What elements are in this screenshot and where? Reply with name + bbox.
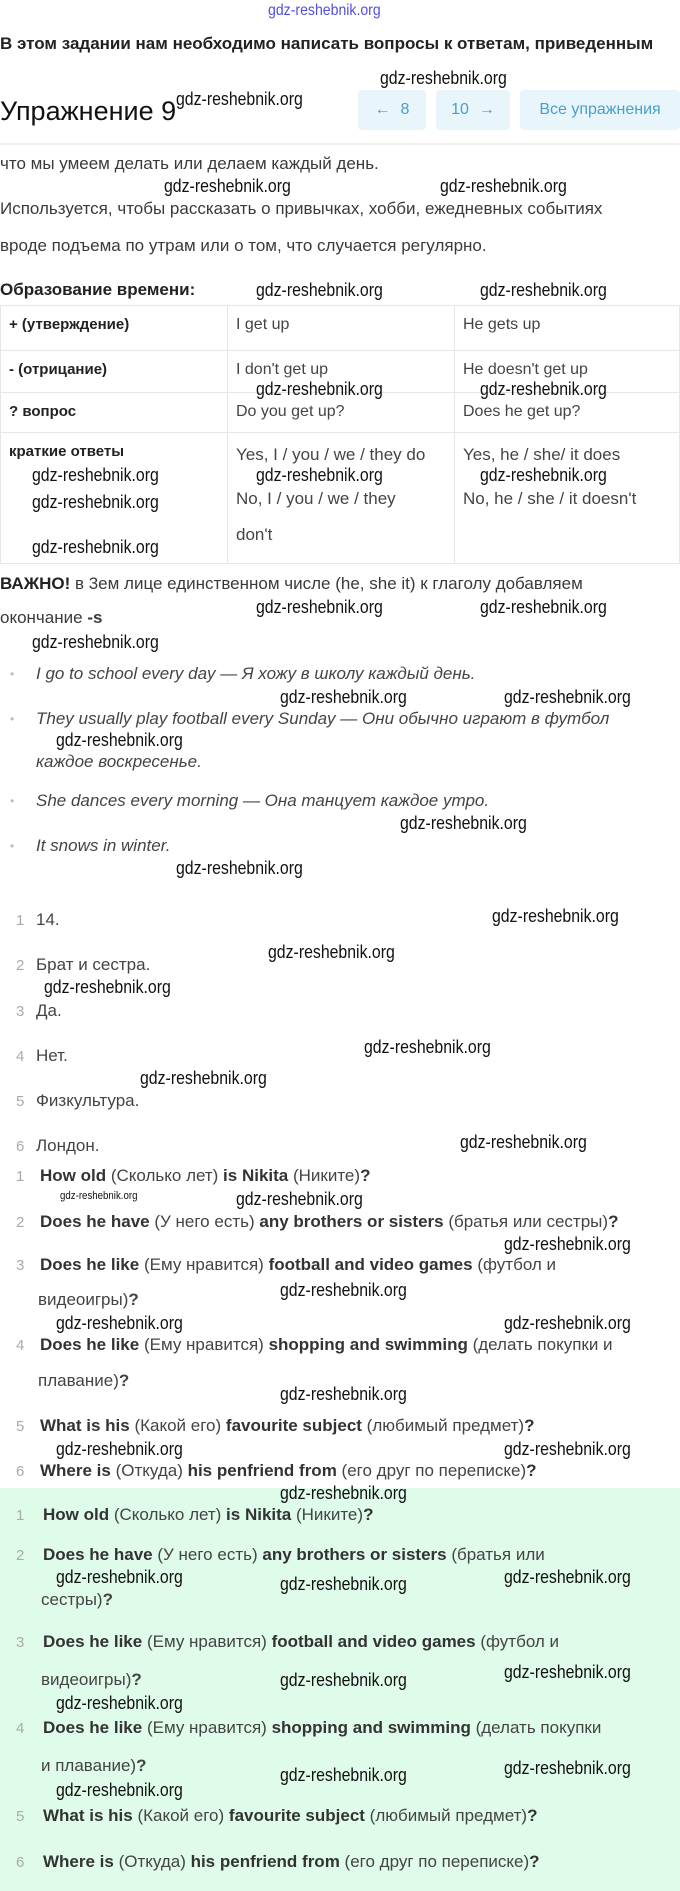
question-item (43, 1505, 373, 1525)
table-cell: + (утверждение) (1, 306, 228, 351)
watermark: gdz-reshebnik.org (380, 68, 507, 88)
short-no: No, I / you / we / they (236, 489, 396, 508)
question-english: his penfriend from (187, 1461, 337, 1480)
watermark: gdz-reshebnik.org (504, 687, 631, 707)
item-number: 1 (16, 1507, 25, 1524)
question-english: shopping and swimming (268, 1335, 468, 1354)
question-translation: (У него есть) (149, 1212, 260, 1231)
grammar-table (0, 305, 680, 564)
theory-text: что мы умеем делать или делаем каждый день. (0, 154, 379, 173)
short-yes: Yes, I / you / we / they do (236, 445, 426, 464)
watermark: gdz-reshebnik.org (280, 1483, 407, 1503)
example-item (14, 836, 170, 856)
answer-item: Нет. (36, 1046, 68, 1065)
item-number: 5 (16, 1093, 25, 1110)
question-english: ? (527, 1806, 538, 1825)
table-cell: I get up (228, 306, 455, 351)
watermark: gdz-reshebnik.org (280, 1280, 407, 1300)
question-english: ? (363, 1505, 374, 1524)
answer-item: Да. (36, 1001, 62, 1020)
watermark: gdz-reshebnik.org (504, 1439, 631, 1459)
question-translation: (Сколько лет) (109, 1505, 227, 1524)
question-english: his penfriend from (190, 1852, 340, 1871)
watermark: gdz-reshebnik.org (32, 537, 159, 557)
question-item (40, 1255, 556, 1275)
question-translation: видеоигры) (38, 1290, 129, 1309)
question-translation: (Ему нравится) (142, 1718, 272, 1737)
watermark: gdz-reshebnik.org (364, 1037, 491, 1057)
table-cell: Do you get up? (228, 393, 455, 433)
short-no-cont: don't (236, 525, 273, 544)
watermark: gdz-reshebnik.org (280, 687, 407, 707)
watermark: gdz-reshebnik.org (492, 906, 619, 926)
watermark: gdz-reshebnik.org (140, 1068, 267, 1088)
question-translation: (Ему нравится) (142, 1632, 272, 1651)
watermark: gdz-reshebnik.org (440, 176, 567, 196)
question-english: How old (40, 1166, 107, 1185)
question-english: How old (43, 1505, 110, 1524)
item-number: 6 (16, 1854, 25, 1871)
question-translation: и плавание) (41, 1756, 137, 1775)
question-english: Does he like (43, 1632, 143, 1651)
watermark: gdz-reshebnik.org (176, 858, 303, 878)
question-item (40, 1335, 613, 1355)
prev-exercise-button[interactable] (358, 90, 426, 130)
question-translation: (его друг по переписке) (339, 1852, 530, 1871)
question-cont (41, 1590, 113, 1610)
next-exercise-button[interactable] (436, 90, 510, 130)
example-item (14, 791, 489, 811)
watermark: gdz-reshebnik.org (460, 1132, 587, 1152)
table-cell: He gets up (455, 306, 680, 351)
item-number: 2 (16, 1547, 25, 1564)
watermark: gdz-reshebnik.org (56, 1439, 183, 1459)
item-number: 5 (16, 1808, 25, 1825)
question-item (40, 1461, 537, 1481)
item-number: 5 (16, 1418, 25, 1435)
question-english: What is his (40, 1416, 130, 1435)
example-text: It snows in winter. (36, 836, 171, 855)
watermark: gdz-reshebnik.org (504, 1313, 631, 1333)
item-number: 6 (16, 1138, 25, 1155)
question-translation: (Никите) (291, 1505, 364, 1524)
item-number: 4 (16, 1337, 25, 1354)
example-text: They usually play football every Sunday — Они обычно играют в футбол (36, 709, 610, 728)
watermark: gdz-reshebnik.org (60, 1190, 138, 1202)
watermark: gdz-reshebnik.org (480, 280, 607, 300)
question-translation: (футбол и (475, 1632, 560, 1651)
question-english: Does he have (40, 1212, 150, 1231)
example-text-cont: каждое воскресенье. (36, 752, 202, 771)
short-yes: Yes, he / she/ it does (463, 445, 621, 464)
question-english: What is his (43, 1806, 133, 1825)
answer-item: Брат и сестра. (36, 955, 151, 974)
table-cell (228, 433, 455, 564)
question-english: Does he have (43, 1545, 153, 1564)
question-english: Where is (43, 1852, 114, 1871)
watermark: gdz-reshebnik.org (504, 1567, 631, 1587)
question-translation: (его друг по переписке) (336, 1461, 527, 1480)
question-mark: ? (102, 1590, 113, 1609)
answer-item: Физкультура. (36, 1091, 140, 1110)
watermark: gdz-reshebnik.org (280, 1384, 407, 1404)
watermark: gdz-reshebnik.org (256, 280, 383, 300)
question-cont (41, 1756, 146, 1776)
question-translation: (Ему нравится) (139, 1255, 269, 1274)
question-english: Does he like (40, 1255, 140, 1274)
question-mark: ? (136, 1756, 147, 1775)
question-translation: (Сколько лет) (106, 1166, 224, 1185)
ending-note (0, 608, 102, 628)
question-item (40, 1166, 370, 1186)
answer-item: Лондон. (36, 1136, 100, 1155)
question-item (43, 1806, 537, 1826)
table-cell: Does he get up? (455, 393, 680, 433)
theory-text: вроде подъема по утрам или о том, что случается регулярно. (0, 236, 487, 255)
question-english: ? (526, 1461, 537, 1480)
next-label: 10 (451, 101, 469, 118)
all-exercises-button[interactable] (520, 90, 680, 130)
watermark: gdz-reshebnik.org (164, 176, 291, 196)
formation-heading: Образование времени: (0, 280, 196, 299)
table-cell: краткие ответы (1, 433, 228, 564)
short-no: No, he / she / it doesn't (463, 489, 637, 508)
watermark: gdz-reshebnik.org (280, 1574, 407, 1594)
question-translation: (братья или сестры) (443, 1212, 609, 1231)
divider (0, 143, 680, 145)
table-cell: I don't get up (228, 351, 455, 393)
question-english: football and video games (271, 1632, 476, 1651)
question-translation: (Откуда) (110, 1461, 188, 1480)
item-number: 3 (16, 1003, 25, 1020)
watermark: gdz-reshebnik.org (268, 2, 381, 19)
answer-item: 14. (36, 910, 60, 929)
example-text: She dances every morning — Она танцует каждое утро. (36, 791, 490, 810)
question-translation: сестры) (41, 1590, 103, 1609)
table-cell (455, 433, 680, 564)
question-english: ? (608, 1212, 619, 1231)
all-label: Все упражнения (539, 101, 661, 118)
watermark: gdz-reshebnik.org (504, 1758, 631, 1778)
question-english: ? (524, 1416, 535, 1435)
question-translation: (футбол и (472, 1255, 557, 1274)
question-translation: (Какой его) (132, 1806, 229, 1825)
question-cont (38, 1290, 139, 1310)
watermark: gdz-reshebnik.org (32, 465, 159, 485)
question-translation: (Ему нравится) (139, 1335, 269, 1354)
watermark: gdz-reshebnik.org (480, 465, 607, 485)
question-item (43, 1545, 545, 1565)
example-item (14, 709, 609, 729)
arrow-left-icon: ← (374, 101, 391, 118)
item-number: 3 (16, 1257, 25, 1274)
question-english: is Nikita (226, 1505, 292, 1524)
question-english: favourite subject (228, 1806, 365, 1825)
item-number: 4 (16, 1720, 25, 1737)
question-translation: (любимый предмет) (364, 1806, 528, 1825)
watermark: gdz-reshebnik.org (504, 1234, 631, 1254)
question-english: ? (360, 1166, 371, 1185)
question-english: Does he like (43, 1718, 143, 1737)
intro-text: В этом задании нам необходимо написать вопросы к ответам, приведенным (0, 34, 654, 53)
prev-label: 8 (400, 101, 410, 118)
watermark: gdz-reshebnik.org (280, 1765, 407, 1785)
question-translation: плавание) (38, 1371, 119, 1390)
watermark: gdz-reshebnik.org (56, 1780, 183, 1800)
question-english: football and video games (268, 1255, 473, 1274)
question-cont (41, 1670, 142, 1690)
ending-bold: -s (87, 608, 103, 627)
table-cell: He doesn't get up (455, 351, 680, 393)
page-title: Упражнение 9 (0, 96, 177, 126)
watermark: gdz-reshebnik.org (32, 492, 159, 512)
example-item (14, 664, 475, 684)
item-number: 2 (16, 957, 25, 974)
watermark: gdz-reshebnik.org (236, 1189, 363, 1209)
question-english: is Nikita (223, 1166, 289, 1185)
question-translation: (делать покупки (470, 1718, 602, 1737)
question-mark: ? (131, 1670, 142, 1689)
item-number: 2 (16, 1214, 25, 1231)
important-text: в 3ем лице единственном числе (he, she it) к глаголу добавляем (70, 574, 583, 593)
question-item (43, 1718, 601, 1738)
watermark: gdz-reshebnik.org (56, 730, 183, 750)
watermark: gdz-reshebnik.org (280, 1670, 407, 1690)
watermark: gdz-reshebnik.org (32, 632, 159, 652)
watermark: gdz-reshebnik.org (56, 1567, 183, 1587)
watermark: gdz-reshebnik.org (504, 1662, 631, 1682)
watermark: gdz-reshebnik.org (56, 1313, 183, 1333)
watermark: gdz-reshebnik.org (56, 1693, 183, 1713)
question-english: Where is (40, 1461, 111, 1480)
table-cell: ? вопрос (1, 393, 228, 433)
question-english: ? (529, 1852, 540, 1871)
watermark: gdz-reshebnik.org (44, 977, 171, 997)
watermark: gdz-reshebnik.org (176, 89, 303, 109)
question-item (40, 1416, 534, 1436)
ending-text: окончание (0, 608, 88, 627)
watermark: gdz-reshebnik.org (268, 942, 395, 962)
question-english: any brothers or sisters (259, 1212, 444, 1231)
table-cell: - (отрицание) (1, 351, 228, 393)
item-number: 3 (16, 1634, 25, 1651)
question-english: Does he like (40, 1335, 140, 1354)
question-cont (38, 1371, 129, 1391)
watermark: gdz-reshebnik.org (400, 813, 527, 833)
question-item (40, 1212, 618, 1232)
item-number: 1 (16, 912, 25, 929)
watermark: gdz-reshebnik.org (256, 465, 383, 485)
watermark: gdz-reshebnik.org (480, 379, 607, 399)
question-translation: (любимый предмет) (361, 1416, 525, 1435)
question-english: favourite subject (225, 1416, 362, 1435)
question-mark: ? (118, 1371, 130, 1390)
question-translation: видеоигры) (41, 1670, 132, 1689)
item-number: 1 (16, 1168, 25, 1185)
watermark: gdz-reshebnik.org (256, 379, 383, 399)
arrow-right-icon: → (478, 101, 495, 118)
question-item (43, 1632, 559, 1652)
question-translation: (Какой его) (129, 1416, 226, 1435)
theory-text: Используется, чтобы рассказать о привычках, хобби, ежедневных событиях (0, 199, 603, 218)
item-number: 6 (16, 1463, 25, 1480)
question-translation: (Откуда) (113, 1852, 191, 1871)
example-text: I go to school every day — Я хожу в школу каждый день. (36, 664, 476, 683)
item-number: 4 (16, 1048, 25, 1065)
watermark: gdz-reshebnik.org (480, 597, 607, 617)
important-label: ВАЖНО! (0, 574, 71, 593)
question-translation: (Никите) (288, 1166, 361, 1185)
question-mark: ? (128, 1290, 139, 1309)
question-english: shopping and swimming (271, 1718, 471, 1737)
watermark: gdz-reshebnik.org (256, 597, 383, 617)
important-note (0, 574, 583, 594)
question-translation: (братья или (446, 1545, 545, 1564)
question-translation: (У него есть) (152, 1545, 263, 1564)
question-translation: (делать покупки и (467, 1335, 613, 1354)
question-item (43, 1852, 540, 1872)
question-english: any brothers or sisters (262, 1545, 447, 1564)
